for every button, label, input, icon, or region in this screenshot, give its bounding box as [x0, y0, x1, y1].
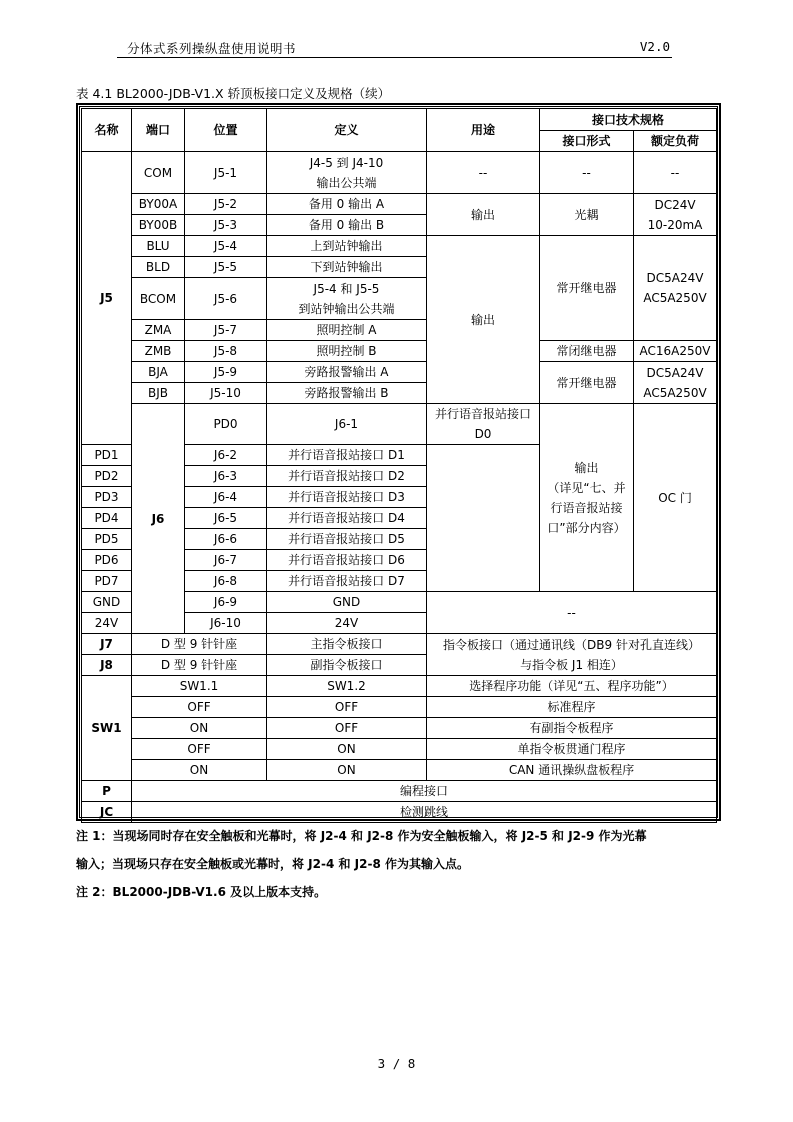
j5-by00b-pos: J5-3	[185, 215, 267, 236]
j6-24v-port: 24V	[82, 613, 132, 634]
col-header-spec-load: 额定负荷	[634, 131, 717, 152]
j5-by00-load	[634, 194, 717, 236]
j6-usage-line1: 输出	[574, 460, 599, 475]
j6-power-usage: --	[427, 592, 717, 634]
sw1-row-a: OFF	[132, 739, 267, 760]
j6-row-def: 并行语音报站接口 D1	[267, 445, 427, 466]
j5-relay-nc: 常闭继电器	[540, 341, 634, 362]
j6-row-pos: J6-7	[185, 550, 267, 571]
j5-bja-def: 旁路报警输出 A	[267, 362, 427, 383]
j8-connector: D 型 9 针针座	[132, 655, 267, 676]
j5-zmb-def: 照明控制 B	[267, 341, 427, 362]
note-1-line-1: 注 1：当现场同时存在安全触板和光幕时，将 J2-4 和 J2-8 作为安全触板输入，将 J2-5 和 J2-9 作为光幕	[76, 829, 647, 843]
j7-def: 主指令板接口	[267, 634, 427, 655]
j6-row-port: PD2	[82, 466, 132, 487]
sw1-row-b: OFF	[267, 697, 427, 718]
col-header-definition: 定义	[267, 109, 427, 152]
j5-relay-no-2-load-line1: DC5A24V	[646, 365, 704, 380]
j5-by00-load-line2: 10-20mA	[647, 217, 703, 232]
j6-row-port: PD4	[82, 508, 132, 529]
j5-zma-port: ZMA	[132, 320, 185, 341]
col-header-name: 名称	[82, 109, 132, 152]
j5-bjb-def: 旁路报警输出 B	[267, 383, 427, 404]
sw1-name: SW1	[82, 676, 132, 781]
j5-bld-port: BLD	[132, 257, 185, 278]
j8-name: J8	[82, 655, 132, 676]
j6-row-pos: J6-4	[185, 487, 267, 508]
j78-usage	[427, 634, 717, 676]
j5-by00-form: 光耦	[540, 194, 634, 236]
j6-row-port: PD6	[82, 550, 132, 571]
j5-relay-no-1-load-line1: DC5A24V	[646, 271, 704, 285]
j6-row-port: PD0	[185, 404, 267, 445]
j6-row-def: 并行语音报站接口 D6	[267, 550, 427, 571]
page-header	[117, 38, 672, 58]
j78-usage-line1: 指令板接口（通过通讯线（DB9 针对孔直连线）	[443, 637, 700, 652]
sw1-col2: SW1.2	[267, 676, 427, 697]
j5-com-def	[267, 152, 427, 194]
j5-com-load: --	[634, 152, 717, 194]
col-header-spec-form: 接口形式	[540, 131, 634, 152]
note-1-line-2: 输入；当现场只存在安全触板或光幕时，将 J2-4 和 J2-8 作为其输入点。	[76, 857, 470, 871]
j5-by00b-port: BY00B	[132, 215, 185, 236]
j5-by00-usage: 输出	[427, 194, 540, 236]
col-header-position: 位置	[185, 109, 267, 152]
j6-row-pos: J6-1	[267, 404, 427, 445]
j5-com-usage: --	[427, 152, 540, 194]
j5-relay-no-1-load	[634, 236, 717, 341]
j5-bja-port: BJA	[132, 362, 185, 383]
j6-usage-line4: 口”部分内容）	[547, 520, 626, 535]
jc-name: JC	[82, 802, 132, 823]
j6-24v-def: 24V	[267, 613, 427, 634]
j6-row-pos: J6-5	[185, 508, 267, 529]
j5-com-pos: J5-1	[185, 152, 267, 194]
col-header-spec: 接口技术规格	[540, 109, 717, 131]
j5-bja-pos: J5-9	[185, 362, 267, 383]
j5-zma-def: 照明控制 A	[267, 320, 427, 341]
sw1-desc: 选择程序功能（详见“五、程序功能”）	[427, 676, 717, 697]
j6-row-def: 并行语音报站接口 D2	[267, 466, 427, 487]
j5-by00-load-line1: DC24V	[654, 197, 696, 212]
j6-row-pos: J6-8	[185, 571, 267, 592]
j6-form: OC 门	[634, 404, 717, 592]
p-desc: 编程接口	[132, 781, 717, 802]
j6-row-def: 并行语音报站接口 D3	[267, 487, 427, 508]
j5-name: J5	[82, 152, 132, 445]
j6-row-pos: J6-3	[185, 466, 267, 487]
j5-bcom-def-line2: 到站钟输出公共端	[298, 301, 395, 316]
sw1-row-c: 单指令板贯通门程序	[427, 739, 717, 760]
j6-row-def: 并行语音报站接口 D7	[267, 571, 427, 592]
j5-by00a-def: 备用 0 输出 A	[267, 194, 427, 215]
j5-bjb-pos: J5-10	[185, 383, 267, 404]
header-title: 分体式系列操纵盘使用说明书	[127, 41, 297, 56]
j5-bcom-def	[267, 278, 427, 320]
sw1-row-a: ON	[132, 718, 267, 739]
j5-zma-pos: J5-7	[185, 320, 267, 341]
j6-name: J6	[132, 404, 185, 634]
j5-com-form: --	[540, 152, 634, 194]
j5-relay-no-1: 常开继电器	[540, 236, 634, 341]
j6-gnd-def: GND	[267, 592, 427, 613]
interface-table	[81, 108, 717, 823]
sw1-col1: SW1.1	[132, 676, 267, 697]
j5-zmb-pos: J5-8	[185, 341, 267, 362]
j5-out-usage: 输出	[427, 236, 540, 404]
j5-relay-nc-load: AC16A250V	[634, 341, 717, 362]
j6-row-def: 并行语音报站接口 D0	[427, 404, 540, 445]
sw1-row-c: 标准程序	[427, 697, 717, 718]
j5-relay-no-2: 常开继电器	[540, 362, 634, 404]
j5-bjb-port: BJB	[132, 383, 185, 404]
j5-relay-no-2-load	[634, 362, 717, 404]
j6-usage-line3: 行语音报站接	[550, 500, 623, 515]
j5-bcom-def-line1: J5-4 和 J5-5	[313, 281, 380, 296]
j5-bld-pos: J5-5	[185, 257, 267, 278]
p-name: P	[82, 781, 132, 802]
j5-relay-no-1-load-line2: AC5A250V	[643, 291, 707, 305]
sw1-row-c: 有副指令板程序	[427, 718, 717, 739]
j6-row-pos: J6-6	[185, 529, 267, 550]
sw1-row-a: ON	[132, 760, 267, 781]
j6-row-def: 并行语音报站接口 D5	[267, 529, 427, 550]
j6-usage-line2: （详见“七、并	[547, 480, 626, 495]
header-version: V2.0	[639, 39, 670, 54]
j5-com-def-line1: J4-5 到 J4-10	[309, 155, 384, 170]
j5-blu-def: 上到站钟输出	[267, 236, 427, 257]
sw1-row-b: ON	[267, 760, 427, 781]
sw1-row-c: CAN 通讯操纵盘板程序	[427, 760, 717, 781]
j6-row-port: PD1	[82, 445, 132, 466]
j6-gnd-pos: J6-9	[185, 592, 267, 613]
j6-row-def: 并行语音报站接口 D4	[267, 508, 427, 529]
j5-zmb-port: ZMB	[132, 341, 185, 362]
j5-blu-pos: J5-4	[185, 236, 267, 257]
table-notes	[76, 822, 736, 906]
j7-name: J7	[82, 634, 132, 655]
j5-com-port: COM	[132, 152, 185, 194]
jc-desc: 检测跳线	[132, 802, 717, 823]
col-header-port: 端口	[132, 109, 185, 152]
j5-blu-port: BLU	[132, 236, 185, 257]
j6-row-pos: J6-2	[185, 445, 267, 466]
j6-row-port: PD5	[82, 529, 132, 550]
page-number: 3 / 8	[377, 1056, 416, 1071]
j7-connector: D 型 9 针针座	[132, 634, 267, 655]
j5-bcom-pos: J5-6	[185, 278, 267, 320]
j5-bld-def: 下到站钟输出	[267, 257, 427, 278]
j5-com-def-line2: 输出公共端	[316, 175, 377, 190]
j8-def: 副指令板接口	[267, 655, 427, 676]
j5-by00a-port: BY00A	[132, 194, 185, 215]
table-caption: 表 4.1 BL2000-JDB-V1.X 轿顶板接口定义及规格（续）	[76, 86, 391, 101]
j5-by00a-pos: J5-2	[185, 194, 267, 215]
j6-24v-pos: J6-10	[185, 613, 267, 634]
j5-by00b-def: 备用 0 输出 B	[267, 215, 427, 236]
sw1-row-b: OFF	[267, 718, 427, 739]
interface-table-frame	[76, 103, 721, 821]
col-header-usage: 用途	[427, 109, 540, 152]
j6-usage	[540, 404, 634, 592]
j78-usage-line2: 与指令板 J1 相连）	[520, 657, 623, 672]
sw1-row-a: OFF	[132, 697, 267, 718]
note-2: 注 2：BL2000-JDB-V1.6 及以上版本支持。	[76, 885, 327, 899]
j6-gnd-port: GND	[82, 592, 132, 613]
sw1-row-b: ON	[267, 739, 427, 760]
j6-row-port: PD3	[82, 487, 132, 508]
j5-bcom-port: BCOM	[132, 278, 185, 320]
j6-row-port: PD7	[82, 571, 132, 592]
j5-relay-no-2-load-line2: AC5A250V	[643, 385, 707, 400]
